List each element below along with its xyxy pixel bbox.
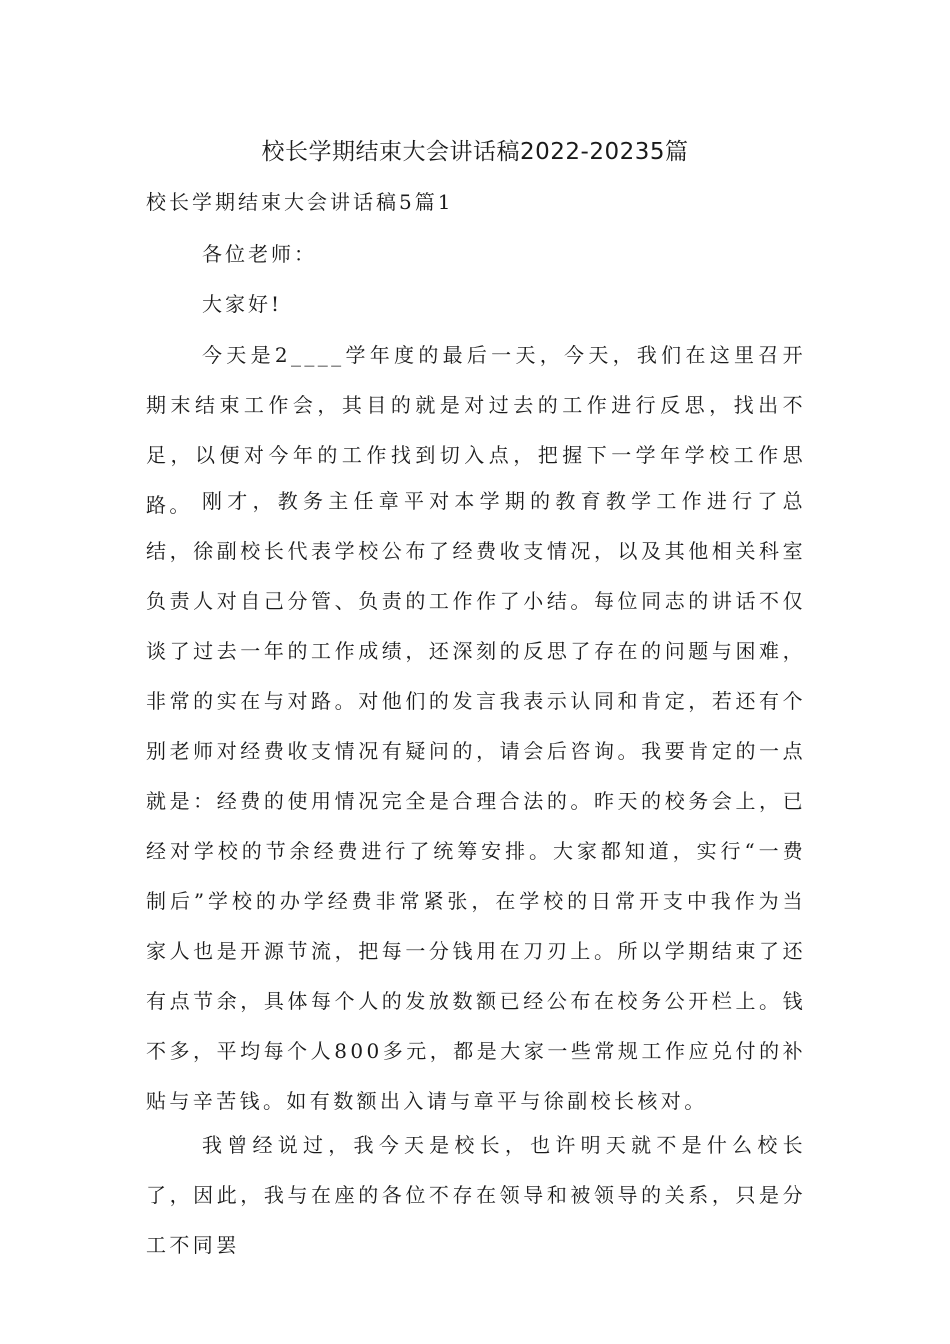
greeting-line: 各位老师：	[202, 242, 317, 266]
paragraph-1: 今天是2____学年度的最后一天，今天，我们在这里召开期末结束工作会，其目的就是对过去的工作进行反思，找出不足，以便对今年的工作找到切入点，把握下一学年学校工作思路。	[146, 343, 806, 517]
document-title: 校长学期结束大会讲话稿2022-20235篇	[261, 139, 689, 165]
paragraph-3: 我曾经说过，我今天是校长，也许明天就不是什么校长了，因此，我与在座的各位不存在领导和被领导的关系，只是分工不同罢	[146, 1133, 806, 1257]
hello-line: 大家好!	[202, 292, 283, 316]
paragraph-2: 刚才，教务主任章平对本学期的教育教学工作进行了总结，徐副校长代表学校公布了经费收支情况，以及其他相关科室负责人对自己分管、负责的工作作了小结。每位同志的讲话不仅谈了过去一年的工作成绩，还深刻的反思了存在的问题与困难，非常的实在与对路。对他们的发言我表示认同和肯定，若还有个别老师对经费收支情况有疑问的，请会后咨询。我要肯定的一点就是：经费的使用情况完全是合理合法的。昨天的校务会上，已经对学校的节余经费进行了统筹安排。大家都知道，实行“一费制后”学校的办学经费非常紧张，在学校的日常开支中我作为当家人也是开源节流，把每一分钱用在刀刃上。所以学期结束了还有点节余，具体每个人的发放数额已经公布在校务公开栏上。钱不多，平均每个人800多元，都是大家一些常规工作应兑付的补贴与辛苦钱。如有数额出入请与章平与徐副校长核对。	[146, 489, 806, 1113]
document-subtitle: 校长学期结束大会讲话稿5篇1	[146, 190, 454, 214]
